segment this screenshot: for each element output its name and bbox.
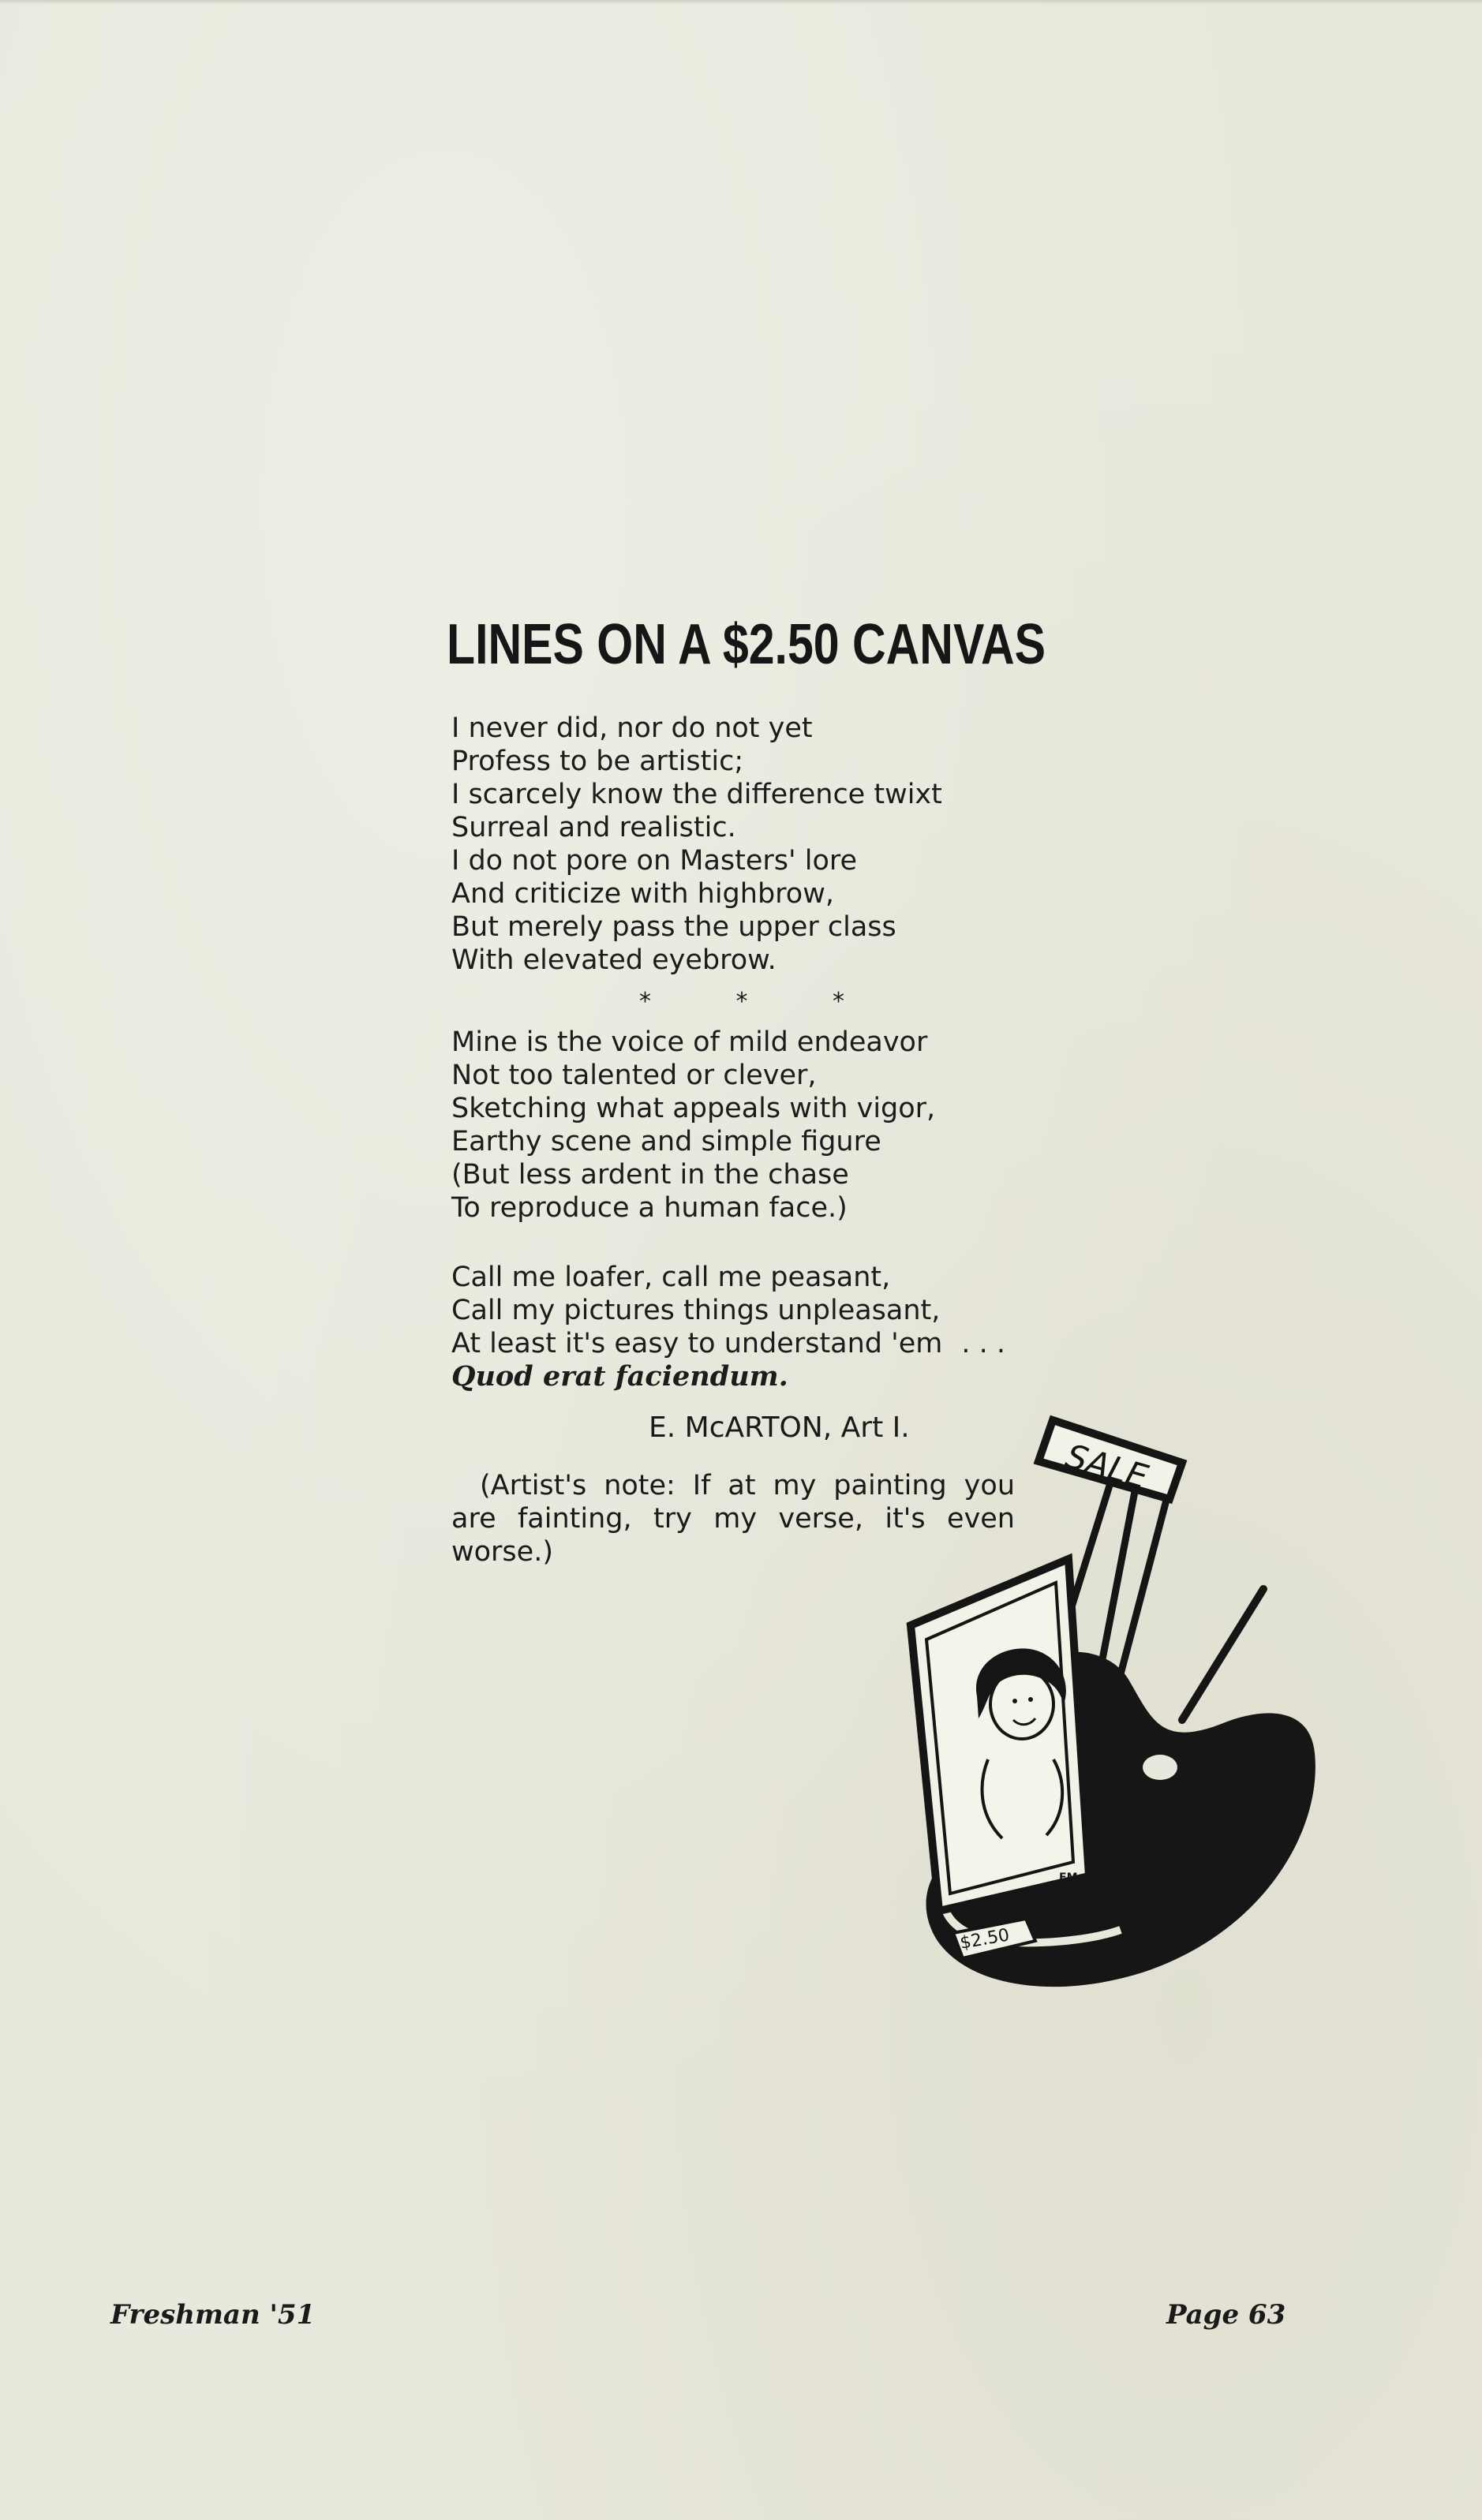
poem-line: (But less ardent in the chase: [451, 1159, 849, 1191]
poem-line: I scarcely know the difference twixt: [451, 779, 942, 810]
latin-line: Quod erat faciendum.: [451, 1360, 788, 1393]
canvas-initials: EM: [1059, 1871, 1078, 1884]
stanza-2: [451, 1026, 1020, 1224]
poem-line: Profess to be artistic;: [451, 746, 744, 777]
sale-sign-text: SALE: [1061, 1436, 1152, 1497]
footer-publication: Freshman '51: [110, 2299, 316, 2331]
canvas-inner: [926, 1583, 1073, 1894]
poem-line: And criticize with highbrow,: [451, 878, 834, 910]
brush-stick: [1182, 1589, 1263, 1720]
footer-page-number: Page 63: [1166, 2299, 1286, 2331]
poem-line: To reproduce a human face.): [451, 1192, 848, 1224]
poem-line-text: At least it's easy to understand 'em: [451, 1328, 943, 1359]
poem-line: Surreal and realistic.: [451, 812, 736, 843]
poem-line: Call me loafer, call me peasant,: [451, 1262, 891, 1293]
price-tag-text: $2.50: [958, 1925, 1012, 1954]
artist-note: (Artist's note: If at my painting you are fainting, try my verse, it's even worse.): [451, 1470, 1015, 1568]
poem-line: Earthy scene and simple figure: [451, 1126, 881, 1157]
portrait-eye: [1028, 1697, 1033, 1702]
poem-line: But merely pass the upper class: [451, 911, 896, 943]
separator-star: *: [639, 988, 651, 1015]
poem-line: Mine is the voice of mild endeavor: [451, 1026, 928, 1058]
page-edge: [0, 0, 1482, 5]
portrait-eye: [1012, 1699, 1017, 1703]
ellipsis: . . .: [961, 1328, 1006, 1359]
separator-star: *: [833, 988, 844, 1015]
palette-canvas-illustration: [852, 1389, 1326, 2020]
separator-star: *: [735, 988, 748, 1015]
author-signature: E. McARTON, Art I.: [649, 1411, 910, 1444]
poem-line: Sketching what appeals with vigor,: [451, 1093, 936, 1124]
stanza-1: [451, 712, 1020, 977]
poem-line: Not too talented or clever,: [451, 1060, 817, 1091]
palette-thumb-hole: [1143, 1755, 1177, 1780]
poem-line: I do not pore on Masters' lore: [451, 845, 858, 877]
poem-line: With elevated eyebrow.: [451, 944, 777, 976]
poem-line: I never did, nor do not yet: [451, 712, 813, 744]
stanza-separator: [639, 988, 844, 1015]
poem-line: Call my pictures things unpleasant,: [451, 1295, 941, 1326]
stanza-3: [451, 1261, 1020, 1393]
poem-title: LINES ON A $2.50 CANVAS: [447, 613, 1046, 676]
poem-line: [451, 1327, 1020, 1360]
